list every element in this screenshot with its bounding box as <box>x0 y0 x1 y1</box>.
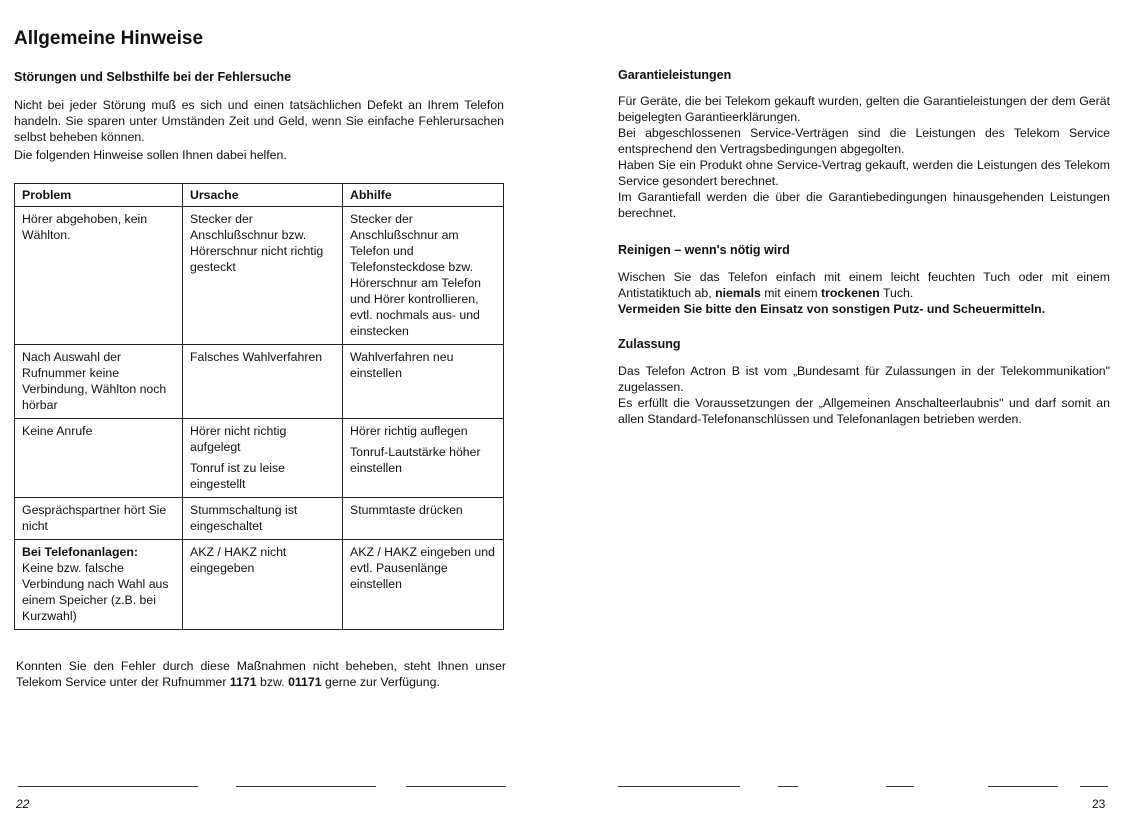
approval-section <box>618 337 1110 427</box>
remedy-text: Hörer richtig auflegen <box>350 424 468 438</box>
remedy-cell <box>343 540 504 630</box>
cleaning-emphasis: niemals <box>715 286 761 300</box>
problem-text: Keine bzw. falsche Verbindung nach Wahl aus einem Speicher (z.B. bei Kurzwahl) <box>22 561 169 623</box>
closing-text-part: Konnten Sie den Fehler durch diese Maßnahmen nicht beheben, steht Ihnen unser Telekom Service unter der Rufnummer <box>16 659 506 689</box>
cause-text: Hörer nicht richtig aufgelegt <box>190 424 287 454</box>
cause-cell <box>183 498 343 540</box>
cause-cell <box>183 419 343 498</box>
guarantee-paragraph: Im Garantiefall werden die über die Garantiebedingungen hinausgehenden Leistungen berechnet. <box>618 190 1110 220</box>
footer-rule <box>18 786 198 787</box>
table-row <box>15 540 504 630</box>
table-row <box>15 207 504 345</box>
footer-rule <box>988 786 1058 787</box>
intro-paragraph-1: Nicht bei jeder Störung muß es sich und einen tatsächlichen Defekt an Ihrem Telefon handeln. Sie sparen unter Umständen Zeit und Geld, wenn Sie einfache Fehlerursachen selbst beheben können. <box>14 98 504 144</box>
remedy-text: Stummtaste drücken <box>350 503 463 517</box>
closing-text-part: gerne zur Verfügung. <box>321 675 440 689</box>
approval-paragraph: Das Telefon Actron B ist vom „Bundesamt für Zulassungen in der Telekommunikation" zugelassen. <box>618 364 1110 394</box>
footer-rule <box>778 786 798 787</box>
problem-cell <box>15 498 183 540</box>
closing-text <box>16 658 506 690</box>
guarantee-heading: Garantieleistungen <box>618 68 732 82</box>
problem-cell <box>15 345 183 419</box>
approval-heading: Zulassung <box>618 337 681 351</box>
intro-text <box>14 97 504 163</box>
remedy-cell <box>343 345 504 419</box>
approval-paragraph: Es erfüllt die Voraussetzungen der „Allgemeinen Anschalteerlaubnis" und darf somit an allen Standard-Telefonanschlüssen und Telefonanlagen betrieben werden. <box>618 396 1110 426</box>
remedy-text: Wahlverfahren neu einstellen <box>350 350 454 380</box>
header-problem: Problem <box>15 184 183 207</box>
right-page <box>618 0 1110 820</box>
guarantee-paragraph: Haben Sie ein Produkt ohne Service-Vertrag gekauft, werden die Leistungen des Telekom Service gesondert berechnet. <box>618 158 1110 188</box>
guarantee-section <box>618 68 1110 221</box>
page-number-left: 22 <box>16 797 30 811</box>
remedy-cell <box>343 419 504 498</box>
closing-text-part: bzw. <box>256 675 289 689</box>
guarantee-paragraph: Für Geräte, die bei Telekom gekauft wurden, gelten die Garantieleistungen der dem Gerät beigelegten Garantieerklärungen. <box>618 94 1110 124</box>
cleaning-heading: Reinigen – wenn's nötig wird <box>618 243 790 257</box>
problem-title: Bei Telefonanlagen: <box>22 545 138 559</box>
remedy-text: Stecker der Anschlußschnur am Telefon und Telefonsteckdose bzw. Hörerschnur am Telefon und Hörer kontrollieren, evtl. nochmals aus- und einstecken <box>350 212 482 338</box>
footer-rule <box>886 786 914 787</box>
header-remedy: Abhilfe <box>343 184 504 207</box>
guarantee-paragraph: Bei abgeschlossenen Service-Verträgen sind die Leistungen des Telekom Service entsprechend den Vertragsbedingungen abgegolten. <box>618 126 1110 156</box>
problem-text: Keine Anrufe <box>22 424 93 438</box>
table-row <box>15 498 504 540</box>
problem-cell <box>15 540 183 630</box>
cleaning-text <box>618 269 1110 301</box>
cleaning-section <box>618 243 1110 317</box>
problem-cell <box>15 207 183 345</box>
cause-text: Tonruf ist zu leise eingestellt <box>190 461 286 491</box>
table-row <box>15 345 504 419</box>
footer-rule <box>1080 786 1108 787</box>
problem-text: Gesprächspartner hört Sie nicht <box>22 503 167 533</box>
service-number-1: 1171 <box>229 675 257 689</box>
cleaning-warning: Vermeiden Sie bitte den Einsatz von sonstigen Putz- und Scheuermitteln. <box>618 302 1046 316</box>
cleaning-emphasis: trockenen <box>821 286 880 300</box>
problem-cell <box>15 419 183 498</box>
page-number-right: 23 <box>1092 797 1106 811</box>
problem-text: Nach Auswahl der Rufnummer keine Verbindung, Wählton noch hörbar <box>22 350 167 412</box>
page-title: Allgemeine Hinweise <box>14 28 204 49</box>
table-row <box>15 419 504 498</box>
cleaning-text-part: mit einem <box>760 286 821 300</box>
cleaning-text-part: Tuch. <box>879 286 914 300</box>
footer-rule <box>406 786 506 787</box>
cause-text: Stecker der Anschlußschnur bzw. Hörerschnur nicht richtig gesteckt <box>190 212 324 274</box>
table-body <box>15 207 504 630</box>
left-page <box>14 0 506 820</box>
troubleshooting-table <box>14 183 504 630</box>
intro-paragraph-2: Die folgenden Hinweise sollen Ihnen dabei helfen. <box>14 148 287 162</box>
cause-text: Falsches Wahlverfahren <box>190 350 323 364</box>
header-cause: Ursache <box>183 184 343 207</box>
problem-text: Hörer abgehoben, kein Wählton. <box>22 212 148 242</box>
remedy-text: Tonruf-Lautstärke höher einstellen <box>350 445 481 475</box>
cause-text: Stummschaltung ist eingeschaltet <box>190 503 298 533</box>
footer-rule <box>236 786 376 787</box>
remedy-cell <box>343 207 504 345</box>
remedy-cell <box>343 498 504 540</box>
table-header-row <box>15 184 504 207</box>
troubleshooting-heading: Störungen und Selbsthilfe bei der Fehlersuche <box>14 70 292 84</box>
footer-rule <box>618 786 740 787</box>
cause-cell <box>183 345 343 419</box>
cause-cell <box>183 540 343 630</box>
cleaning-text-part: Wischen Sie das Telefon einfach mit einem leicht feuchten Tuch oder mit einem Antistatiktuch ab, <box>618 270 1110 300</box>
cause-text: AKZ / HAKZ nicht eingegeben <box>190 545 287 575</box>
service-number-2: 01171 <box>288 675 322 689</box>
remedy-text: AKZ / HAKZ eingeben und evtl. Pausenlänge einstellen <box>350 545 495 591</box>
cause-cell <box>183 207 343 345</box>
